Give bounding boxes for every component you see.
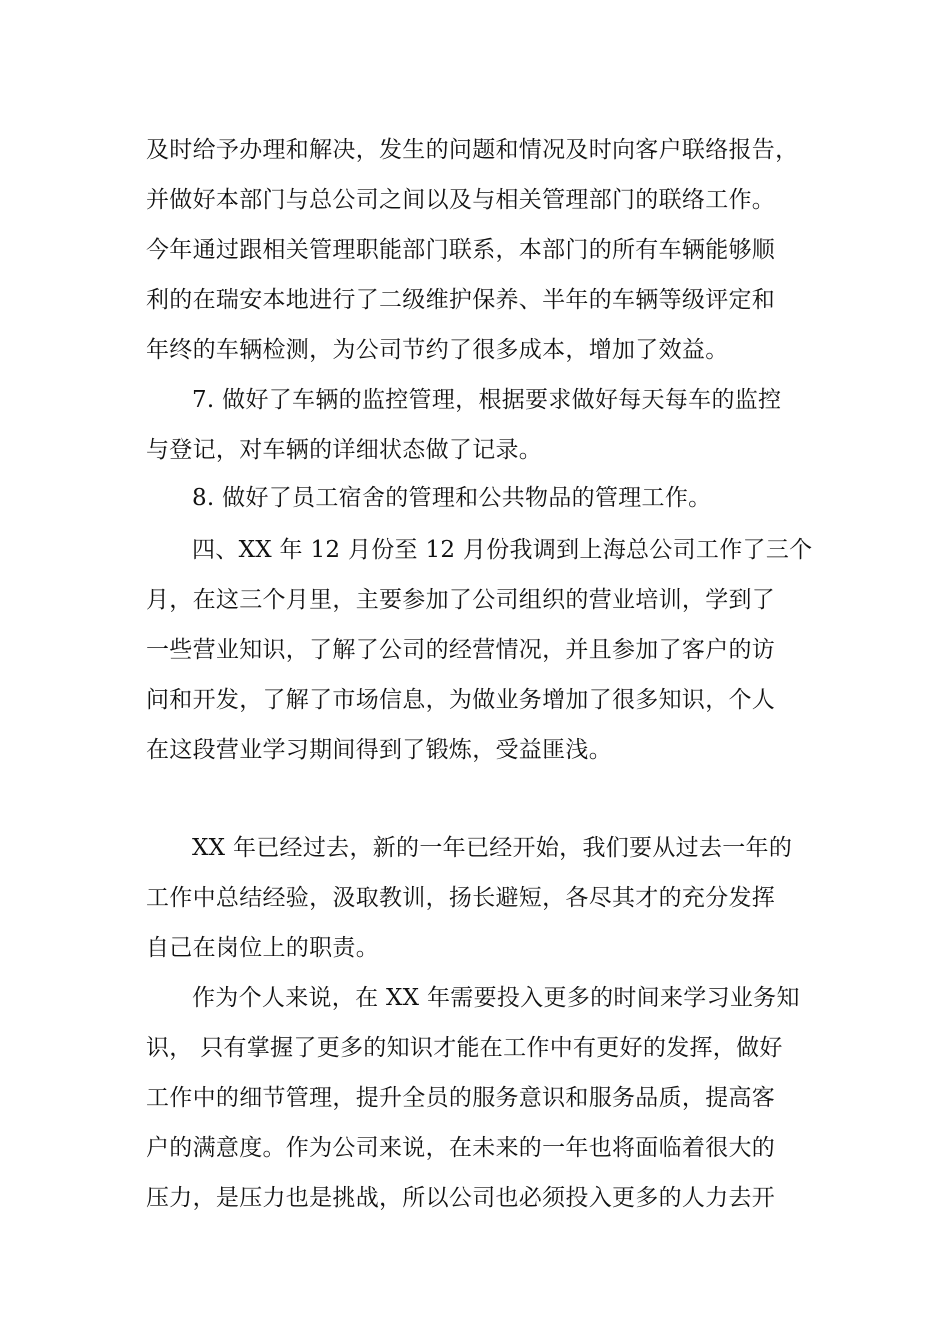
text-line: 并做好本部门与总公司之间以及与相关管理部门的联络工作。 xyxy=(146,187,776,213)
text-line: 月，在这三个月里，主要参加了公司组织的营业培训，学到了 xyxy=(146,587,776,613)
text-line: 工作中总结经验，汲取教训，扬长避短，各尽其才的充分发挥 xyxy=(146,885,776,911)
text-line: 自己在岗位上的职责。 xyxy=(146,935,379,961)
paragraph-first-line: 作为个人来说，在 XX 年需要投入更多的时间来学习业务知 xyxy=(192,985,800,1011)
text-line: 户的满意度。作为公司来说，在未来的一年也将面临着很大的 xyxy=(146,1135,776,1161)
text-line: 今年通过跟相关管理职能部门联系，本部门的所有车辆能够顺 xyxy=(146,237,776,263)
text-line: 压力，是压力也是挑战，所以公司也必须投入更多的人力去开 xyxy=(146,1185,776,1211)
text-line: 利的在瑞安本地进行了二级维护保养、半年的车辆等级评定和 xyxy=(146,287,776,313)
paragraph-first-line: XX 年已经过去，新的一年已经开始，我们要从过去一年的 xyxy=(192,835,793,861)
paragraph-first-line: 7. 做好了车辆的监控管理，根据要求做好每天每车的监控 xyxy=(192,387,782,413)
text-line: 工作中的细节管理，提升全员的服务意识和服务品质，提高客 xyxy=(146,1085,776,1111)
text-line: 及时给予办理和解决，发生的问题和情况及时向客户联络报告， xyxy=(146,137,799,163)
text-line: 与登记，对车辆的详细状态做了记录。 xyxy=(146,437,543,463)
text-line: 识， 只有掌握了更多的知识才能在工作中有更好的发挥，做好 xyxy=(146,1035,783,1061)
text-line: 一些营业知识，了解了公司的经营情况，并且参加了客户的访 xyxy=(146,637,776,663)
text-line: 在这段营业学习期间得到了锻炼，受益匪浅。 xyxy=(146,737,612,763)
text-line: 年终的车辆检测，为公司节约了很多成本，增加了效益。 xyxy=(146,337,729,363)
paragraph-first-line: 8. 做好了员工宿舍的管理和公共物品的管理工作。 xyxy=(192,485,712,511)
paragraph-first-line: 四、XX 年 12 月份至 12 月份我调到上海总公司工作了三个 xyxy=(192,537,813,563)
text-line: 问和开发，了解了市场信息，为做业务增加了很多知识，个人 xyxy=(146,687,776,713)
